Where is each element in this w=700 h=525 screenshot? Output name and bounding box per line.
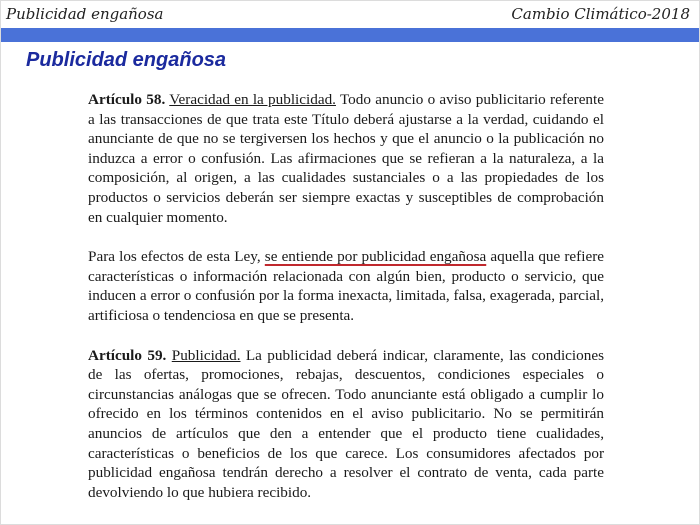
header-left-title: Publicidad engañosa [6,5,164,23]
header-accent-bar [0,28,700,42]
header [0,0,700,28]
definition-paragraph [88,247,604,325]
highlighted-definition: se entiende por publicidad engañosa [264,248,487,266]
definition-rest: aquella que refiere características o información relacionada con algún bien, producto o servicio, que inducen a error o confusión por la forma inexacta, limitada, falsa, exagerada, parcial, artificiosa o tendenciosa en que se presenta. [88,248,604,324]
slide-title: Publicidad engañosa [26,49,227,71]
article-58-heading: Veracidad en la publicidad. [169,91,336,108]
article-59-label: Artículo 59. [88,346,167,364]
article-59-paragraph [88,346,604,503]
article-59-text: La publicidad deberá indicar, claramente, las condiciones de las ofertas, promociones, rebajas, descuentos, condiciones especiales o circunstancias análogas que se ofrecen. Todo anunciante está obligado a cumplir lo ofrecido en los términos contenidos en el aviso publicitario. No se permitirán anuncios de artículos que den a entender que el producto tiene cualidades, características o beneficios de los que carece. Los consumidores afectados por publicidad engañosa tendrán derecho a resolver el contrato de venta, cada parte devolviendo lo que hubiera recibido. [88,346,604,501]
header-right-title: Cambio Climático-2018 [511,5,690,23]
document-excerpt [88,90,604,502]
article-58-text: Todo anuncio o aviso publicitario referente a las transacciones de que trata este Título deberá ajustarse a la verdad, cuidando el anunciante de que no se tergiversen los hechos y que el anuncio o la publicación no induzca a error o confusión. Las afirmaciones que se refieran a la naturaleza, a la composición, al origen, a las cualidades sustanciales o a las propiedades de los productos o servicios deberán ser siempre exactas y susceptibles de comprobación en cualquier momento. [88,91,604,226]
definition-intro: Para los efectos de esta Ley, [88,248,261,266]
article-59-heading: Publicidad. [171,346,241,364]
article-58-paragraph [88,90,604,227]
article-58-label: Artículo 58. [88,91,166,108]
